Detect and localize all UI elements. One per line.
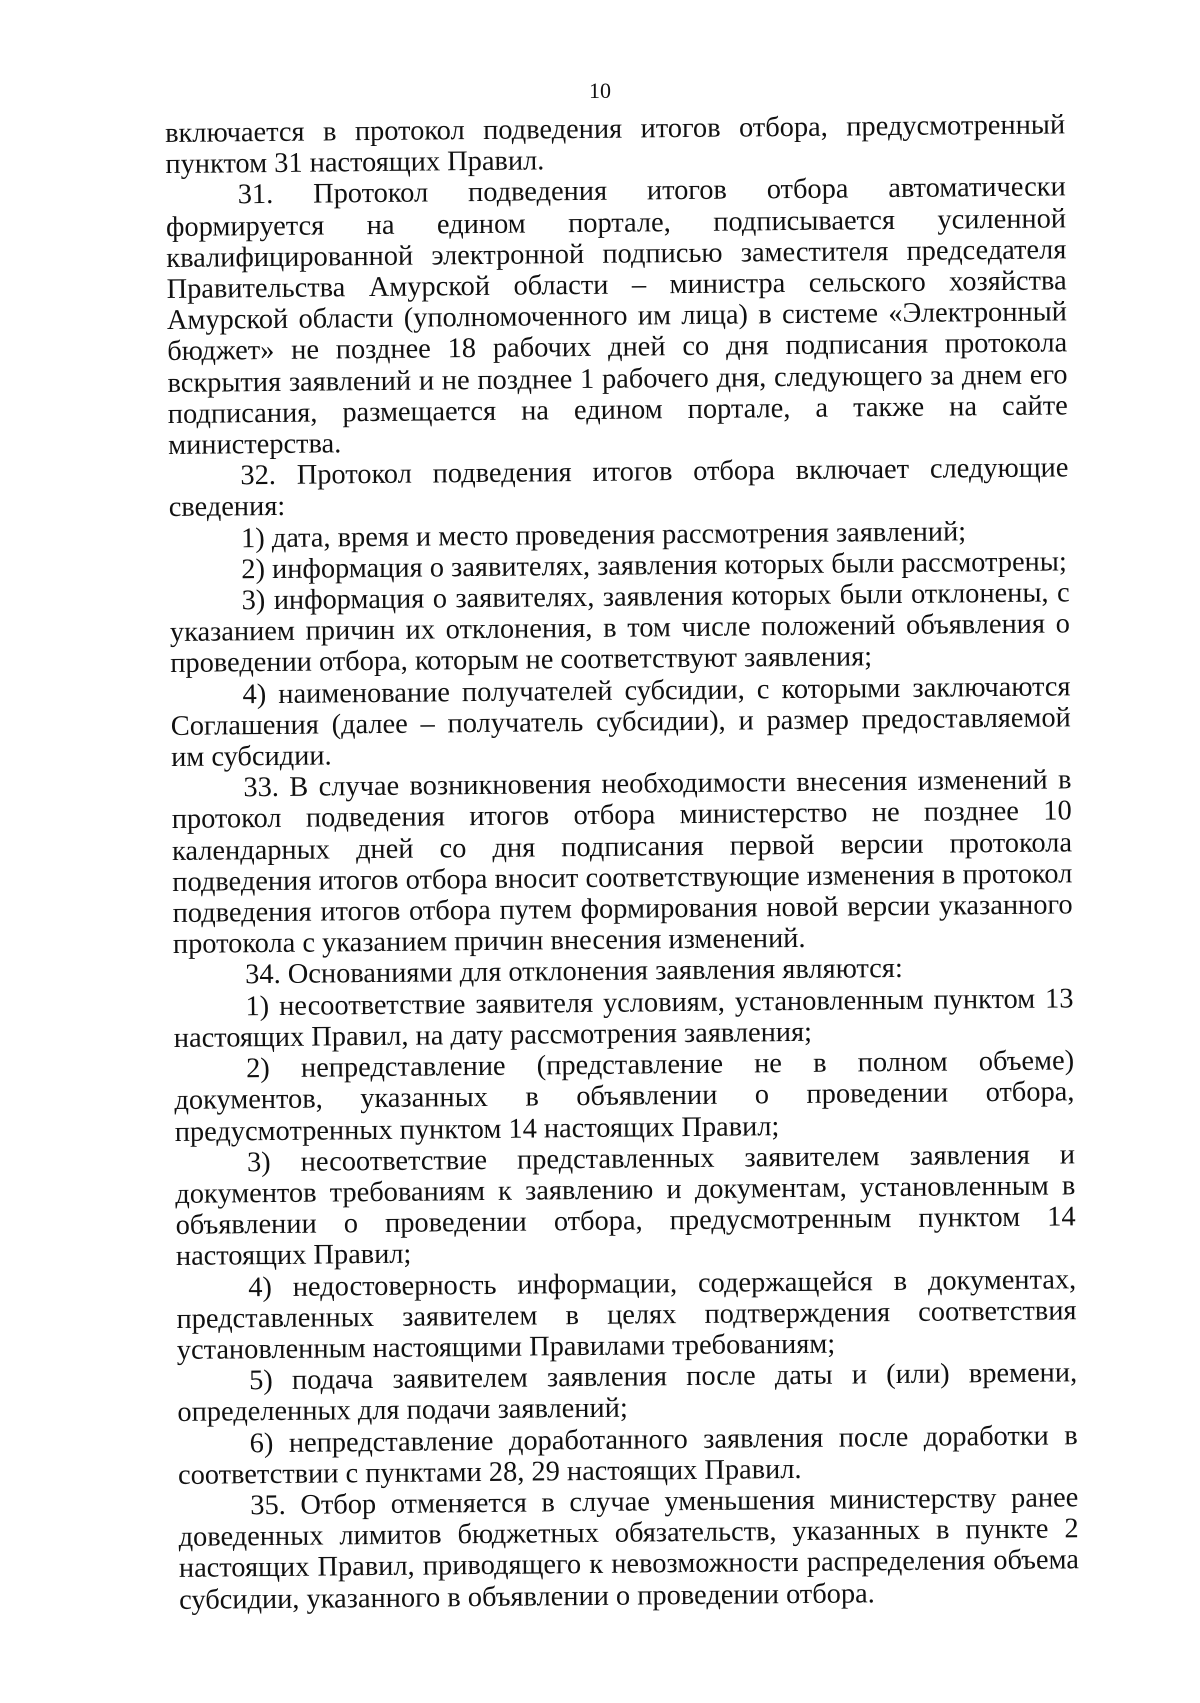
list-item: 1) дата, время и место проведения рассмотрения заявлений; [240, 515, 967, 554]
list-item: 2) непредставление (представление не в полном объеме) документов, указанных в объявлении о проведении отбора, предусмотренных пунктом 14 настоящих Правил; [174, 1045, 1075, 1148]
list-item: 2) информация о заявителях, заявления которых были рассмотрены; [241, 546, 1067, 586]
paragraph: 31. Протокол подведения итогов отбора автоматически формируется на едином портале, подписывается усиленной квалифицированной электронной подписью заместителя председателя Правительства Амурской области – министра сельского хозяйства Амурской области (уполномоченного им лица) в системе «Электронный бюджет» не позднее 18 рабочих дней со дня подписания протокола вскрытия заявлений и не позднее 1 рабочего дня, следующего за днем его подписания, размещается на едином портале, а также на сайте министерства. [165, 171, 1068, 462]
list-item: 1) несоответствие заявителя условиям, установленным пунктом 13 настоящих Правил, на дату рассмотрения заявления; [173, 983, 1074, 1054]
list-item: 3) информация о заявителях, заявления которых были отклонены, с указанием причин их отклонения, в том числе положений объявления о проведении отбора, которым не соответствуют заявления; [169, 577, 1071, 680]
paragraph: 35. Отбор отменяется в случае уменьшения министерству ранее доведенных лимитов бюджетных обязательств, указанных в пункте 2 настоящих Правил, приводящего к невозможности распределения объема субсидии, указанного в объявлении о проведении отбора. [178, 1482, 1080, 1616]
list-item: 5) подача заявителем заявления после даты и (или) времени, определенных для подачи заявлений; [177, 1357, 1078, 1429]
paragraph: включается в протокол подведения итогов отбора, предусмотренный пунктом 31 настоящих Правил. [165, 109, 1066, 181]
document-body [165, 109, 1079, 1615]
page-number: 10 [589, 78, 611, 103]
paragraph: 34. Основаниями для отклонения заявления являются: [245, 953, 903, 991]
list-item: 3) несоответствие представленных заявителем заявления и документов требованиям к заявлению и документам, установленным в объявлении о проведении отбора, предусмотренным пунктом 14 настоящих Правил; [175, 1139, 1076, 1273]
list-item: 4) наименование получателей субсидии, с которыми заключаются Соглашения (далее – получатель субсидии), и размер предоставляемой им субсидии. [170, 670, 1071, 774]
paragraph: 32. Протокол подведения итогов отбора включает следующие сведения: [168, 452, 1069, 524]
list-item: 4) недостоверность информации, содержащейся в документах, представленных заявителем в целях подтверждения соответствия установленным настоящими Правилами требованиям; [176, 1263, 1077, 1366]
list-item: 6) непредставление доработанного заявления после доработки в соответствии с пунктами 28, 29 настоящих Правил. [177, 1419, 1078, 1491]
paragraph: 33. В случае возникновения необходимости внесения изменений в протокол подведения итогов отбора министерство не позднее 10 календарных дней со дня подписания первой версии протокола подведения итогов отбора вносит соответствующие изменения в протокол подведения итогов отбора путем формирования новой версии указанного протокола с указанием причин внесения изменений. [171, 764, 1073, 961]
